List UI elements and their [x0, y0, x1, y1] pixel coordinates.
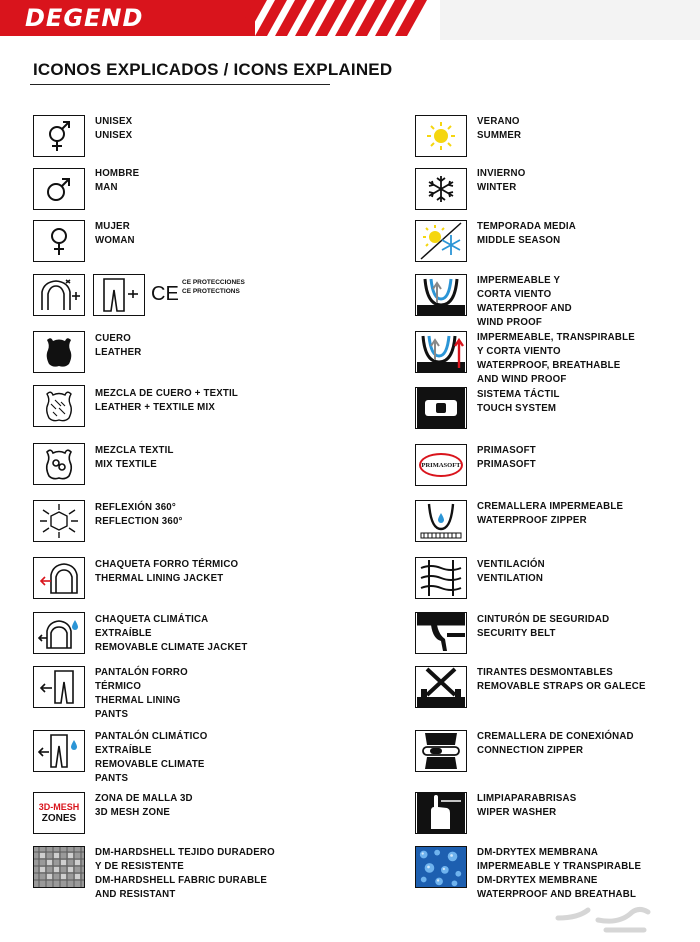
- mid-season-icon: [415, 220, 467, 262]
- ce-protection-icon: [93, 274, 145, 316]
- safety-belt-icon: [415, 612, 467, 654]
- ce-jacket-icon: [33, 274, 85, 316]
- leather-textile-icon: [33, 385, 85, 427]
- breathable-icon: [415, 331, 467, 373]
- item-label-hardshell: DM-HARDSHELL TEJIDO DURADERO Y DE RESISTENTE DM-HARDSHELL FABRIC DURABLE AND RESISTANT: [95, 847, 275, 900]
- item-label-woman: MUJER WOMAN: [95, 221, 135, 246]
- straps-icon: [415, 666, 467, 708]
- female-icon: [33, 220, 85, 262]
- item-label-thermal-jacket: CHAQUETA FORRO TÉRMICO THERMAL LINING JACKET: [95, 559, 239, 584]
- hardshell-fabric-icon: [33, 846, 85, 888]
- item-label-straps: TIRANTES DESMONTABLES REMOVABLE STRAPS OR GALECE: [477, 667, 646, 692]
- mesh-3d-icon: [33, 792, 85, 834]
- item-label-thermal-pants: PANTALÓN FORRO TÉRMICO THERMAL LINING PANTS: [95, 667, 188, 720]
- thermal-pants-icon: [33, 666, 85, 708]
- primasoft-icon: [415, 444, 467, 486]
- mix-textile-icon: [33, 443, 85, 485]
- climate-jacket-icon: [33, 612, 85, 654]
- male-icon: [33, 168, 85, 210]
- mesh-icon-text-bottom: ZONES: [41, 813, 77, 824]
- leather-icon: [33, 331, 85, 373]
- brand-stripes: [245, 0, 445, 40]
- item-label-waterproof: IMPERMEABLE Y CORTA VIENTO WATERPROOF AND WIND PROOF: [477, 275, 572, 328]
- mesh-icon-text-top: 3D-MESH: [38, 802, 80, 812]
- top-bar-right: [440, 0, 700, 40]
- snowflake-icon: [415, 168, 467, 210]
- item-label-breathable: IMPERMEABLE, TRANSPIRABLE Y CORTA VIENTO WATERPROOF, BREATHABLE AND WIND PROOF: [477, 332, 635, 385]
- thermal-jacket-icon: [33, 557, 85, 599]
- item-label-climate-jacket: CHAQUETA CLIMÁTICA EXTRAÍBLE REMOVABLE CLIMATE JACKET: [95, 614, 248, 653]
- watermark-logo: [548, 896, 658, 936]
- reflection-360-icon: [33, 500, 85, 542]
- item-label-mix-textile: MEZCLA TEXTIL MIX TEXTILE: [95, 445, 174, 470]
- item-label-wiper: LIMPIAPARABRISAS WIPER WASHER: [477, 793, 577, 818]
- ce-mark: CE: [151, 283, 179, 305]
- item-label-winter: INVIERNO WINTER: [477, 168, 526, 193]
- ventilation-icon: [415, 557, 467, 599]
- drytex-membrane-icon: [415, 846, 467, 888]
- item-label-primasoft: PRIMASOFT PRIMASOFT: [477, 445, 536, 470]
- sun-icon: [415, 115, 467, 157]
- item-label-leather-textile: MEZCLA DE CUERO + TEXTIL LEATHER + TEXTILE MIX: [95, 388, 239, 413]
- touch-system-icon: [415, 387, 467, 429]
- item-label-reflection: REFLEXIÓN 360° REFLECTION 360°: [95, 502, 183, 527]
- brand-logo: DEGEND: [25, 4, 144, 32]
- top-bar: [0, 0, 700, 40]
- item-label-man: HOMBRE MAN: [95, 168, 140, 193]
- connection-zipper-icon: [415, 730, 467, 772]
- page-title: ICONOS EXPLICADOS / ICONS EXPLAINED: [33, 60, 393, 79]
- item-label-safety-belt: CINTURÓN DE SEGURIDAD SECURITY BELT: [477, 614, 610, 639]
- item-label-middle-season: TEMPORADA MEDIA MIDDLE SEASON: [477, 221, 576, 246]
- title-underline: [30, 84, 330, 85]
- unisex-icon: [33, 115, 85, 157]
- item-label-unisex: UNISEX UNISEX: [95, 116, 133, 141]
- item-label-ventilation: VENTILACIÓN VENTILATION: [477, 559, 545, 584]
- item-label-waterproof-zipper: CREMALLERA IMPERMEABLE WATERPROOF ZIPPER: [477, 501, 624, 526]
- item-label-summer: VERANO SUMMER: [477, 116, 522, 141]
- waterproof-zipper-icon: [415, 500, 467, 542]
- item-label-connection-zipper: CREMALLERA DE CONEXIÓNAD CONNECTION ZIPPER: [477, 731, 634, 756]
- item-label-ce: CE PROTECCIONES CE PROTECTIONS: [182, 279, 245, 295]
- climate-pants-icon: [33, 730, 85, 772]
- waterproof-icon: [415, 274, 467, 316]
- item-label-touch: SISTEMA TÁCTIL TOUCH SYSTEM: [477, 389, 560, 414]
- wiper-washer-icon: [415, 792, 467, 834]
- item-label-drytex: DM-DRYTEX MEMBRANA IMPERMEABLE Y TRANSPIRABLE DM-DRYTEX MEMBRANE WATERPROOF AND BREATHABL: [477, 847, 642, 900]
- item-label-climate-pants: PANTALÓN CLIMÁTICO EXTRAÍBLE REMOVABLE CLIMATE PANTS: [95, 731, 208, 784]
- primasoft-icon-text: PRIMASOFT: [421, 461, 461, 469]
- item-label-leather: CUERO LEATHER: [95, 333, 142, 358]
- item-label-mesh: ZONA DE MALLA 3D 3D MESH ZONE: [95, 793, 193, 818]
